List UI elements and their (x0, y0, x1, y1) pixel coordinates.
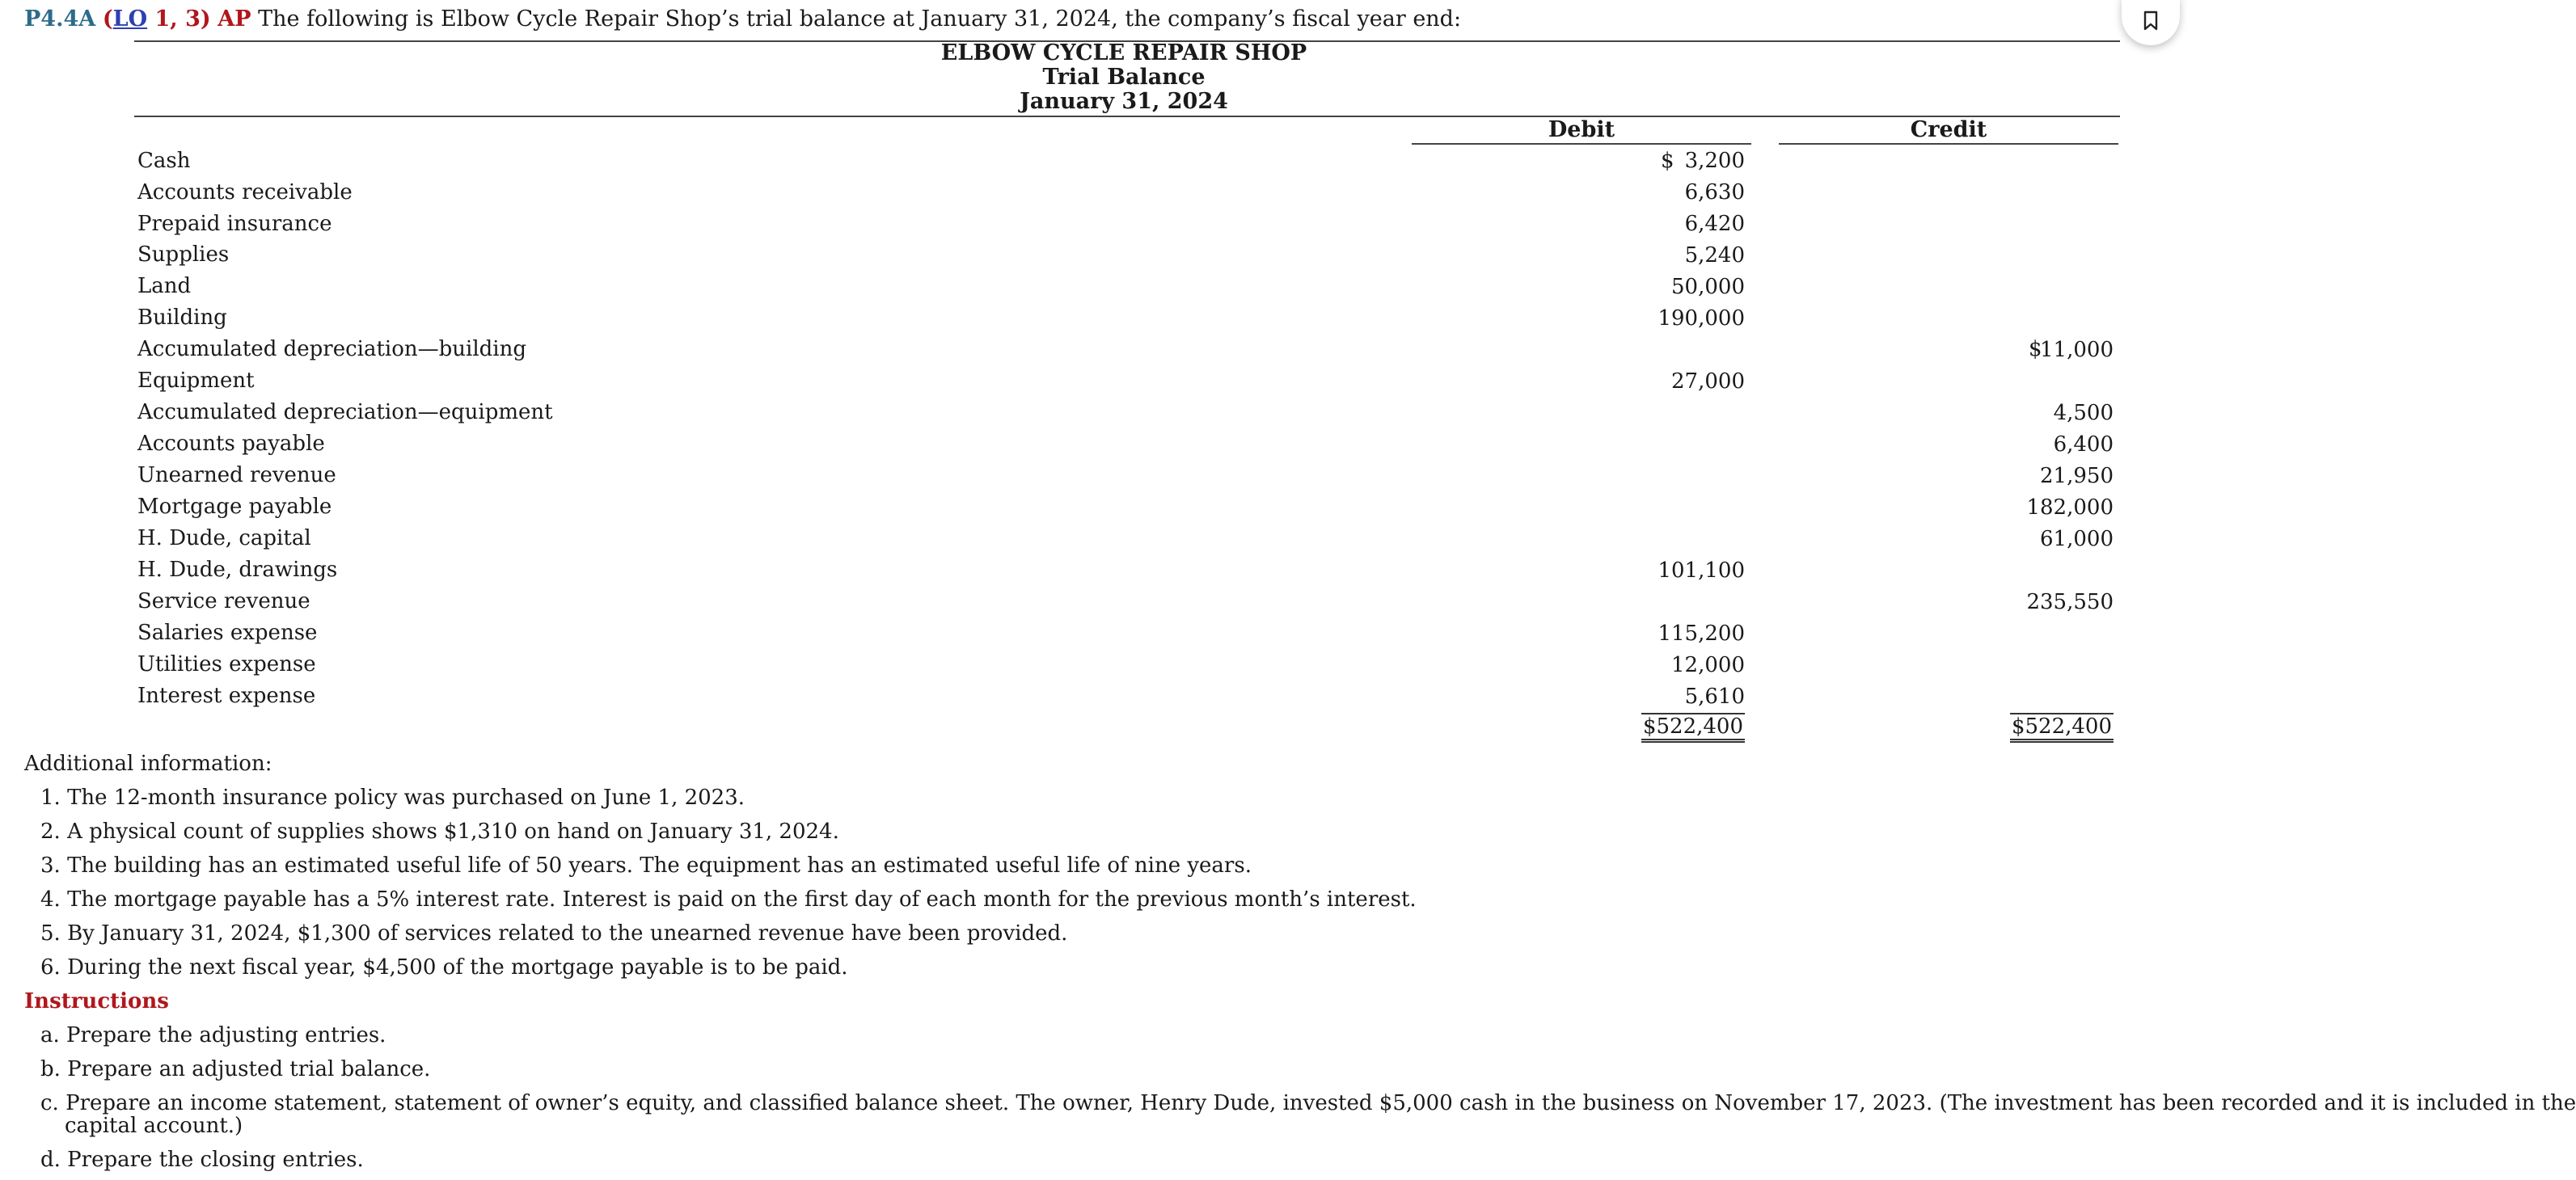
debit-amount: 190,000 (1658, 306, 1745, 331)
list-item: d. Prepare the closing entries. (40, 1148, 364, 1172)
credit-amount: 61,000 (2040, 527, 2114, 551)
bookmark-button[interactable] (2122, 0, 2180, 45)
problem-code: P4.4A (24, 6, 96, 32)
credit-amount: 4,500 (2053, 401, 2114, 425)
debit-amount: 3,200 (1684, 149, 1745, 173)
debit-amount: 6,420 (1684, 212, 1745, 236)
account-name: Accounts payable (137, 432, 325, 456)
account-name: Accumulated depreciation—equipment (137, 400, 553, 424)
debit-column-header: Debit (1548, 117, 1615, 142)
lo-open: ( (102, 6, 113, 32)
credit-amount: 182,000 (2026, 495, 2114, 520)
account-name: Salaries expense (137, 621, 318, 645)
account-name: Accounts receivable (137, 180, 353, 204)
additional-info-heading: Additional information: (24, 752, 272, 776)
list-item: 4. The mortgage payable has a 5% interest rate. Interest is paid on the first day of each month for the previous month’s interest. (40, 887, 1417, 912)
list-item-continuation: capital account.) (65, 1114, 243, 1138)
account-name: Equipment (137, 369, 255, 393)
account-name: Prepaid insurance (137, 212, 332, 236)
credit-amount: 21,950 (2040, 464, 2114, 488)
lo-numbers: 1, 3) (147, 6, 211, 32)
account-name: Cash (137, 149, 191, 173)
credit-amount: 6,400 (2053, 432, 2114, 457)
statement-date: January 31, 2024 (1020, 89, 1228, 114)
account-name: Land (137, 274, 192, 298)
list-item: 6. During the next fiscal year, $4,500 of the mortgage payable is to be paid. (40, 955, 848, 980)
debit-amount: 12,000 (1671, 653, 1745, 677)
account-name: Accumulated depreciation—building (137, 337, 526, 361)
debit-total: $522,400 (1641, 713, 1745, 743)
credit-amount: 11,000 (2040, 338, 2114, 362)
credit-dollar-sign: $ (2029, 337, 2042, 361)
debit-amount: 27,000 (1671, 369, 1745, 394)
instructions-heading: Instructions (24, 989, 169, 1014)
list-item: 3. The building has an estimated useful life of 50 years. The equipment has an estimated useful life of nine years. (40, 853, 1252, 878)
problem-title (24, 6, 1461, 32)
account-name: H. Dude, capital (137, 526, 311, 550)
account-name: Service revenue (137, 589, 310, 613)
account-name: H. Dude, drawings (137, 558, 338, 582)
debit-dollar-sign: $ (1661, 149, 1674, 173)
list-item: 5. By January 31, 2024, $1,300 of services related to the unearned revenue have been provided. (40, 921, 1068, 946)
account-name: Building (137, 306, 227, 330)
debit-amount: 5,240 (1684, 243, 1745, 268)
credit-header-rule (1779, 143, 2118, 145)
account-name: Utilities expense (137, 652, 316, 676)
account-name: Interest expense (137, 684, 316, 708)
debit-amount: 101,100 (1658, 558, 1745, 583)
credit-amount: 235,550 (2026, 590, 2114, 614)
statement-name: Trial Balance (1042, 65, 1206, 90)
account-name: Supplies (137, 242, 230, 267)
debit-amount: 5,610 (1684, 685, 1745, 709)
problem-intro: The following is Elbow Cycle Repair Shop’s trial balance at January 31, 2024, the company’s fiscal year end: (258, 6, 1462, 32)
lo-link[interactable]: LO (112, 6, 148, 32)
debit-header-rule (1412, 143, 1751, 145)
ap-tag: AP (217, 6, 251, 32)
credit-column-header: Credit (1910, 117, 1987, 142)
debit-amount: 50,000 (1671, 275, 1745, 299)
account-name: Mortgage payable (137, 495, 332, 519)
bookmark-icon (2143, 11, 2159, 32)
list-item: b. Prepare an adjusted trial balance. (40, 1057, 431, 1081)
list-item: 2. A physical count of supplies shows $1,310 on hand on January 31, 2024. (40, 820, 839, 844)
account-name: Unearned revenue (137, 463, 336, 487)
list-item: 1. The 12-month insurance policy was purchased on June 1, 2023. (40, 786, 745, 810)
list-item: c. Prepare an income statement, statement of owner’s equity, and classified balance sheet. The owner, Henry Dude, invested $5,000 cash in the business on November 17, 2023. (The investment has been recorded and it is included in the (40, 1091, 2576, 1115)
credit-total: $522,400 (2010, 713, 2114, 743)
list-item: a. Prepare the adjusting entries. (40, 1023, 386, 1047)
debit-amount: 115,200 (1658, 622, 1745, 646)
company-name: ELBOW CYCLE REPAIR SHOP (940, 40, 1307, 65)
debit-amount: 6,630 (1684, 180, 1745, 204)
